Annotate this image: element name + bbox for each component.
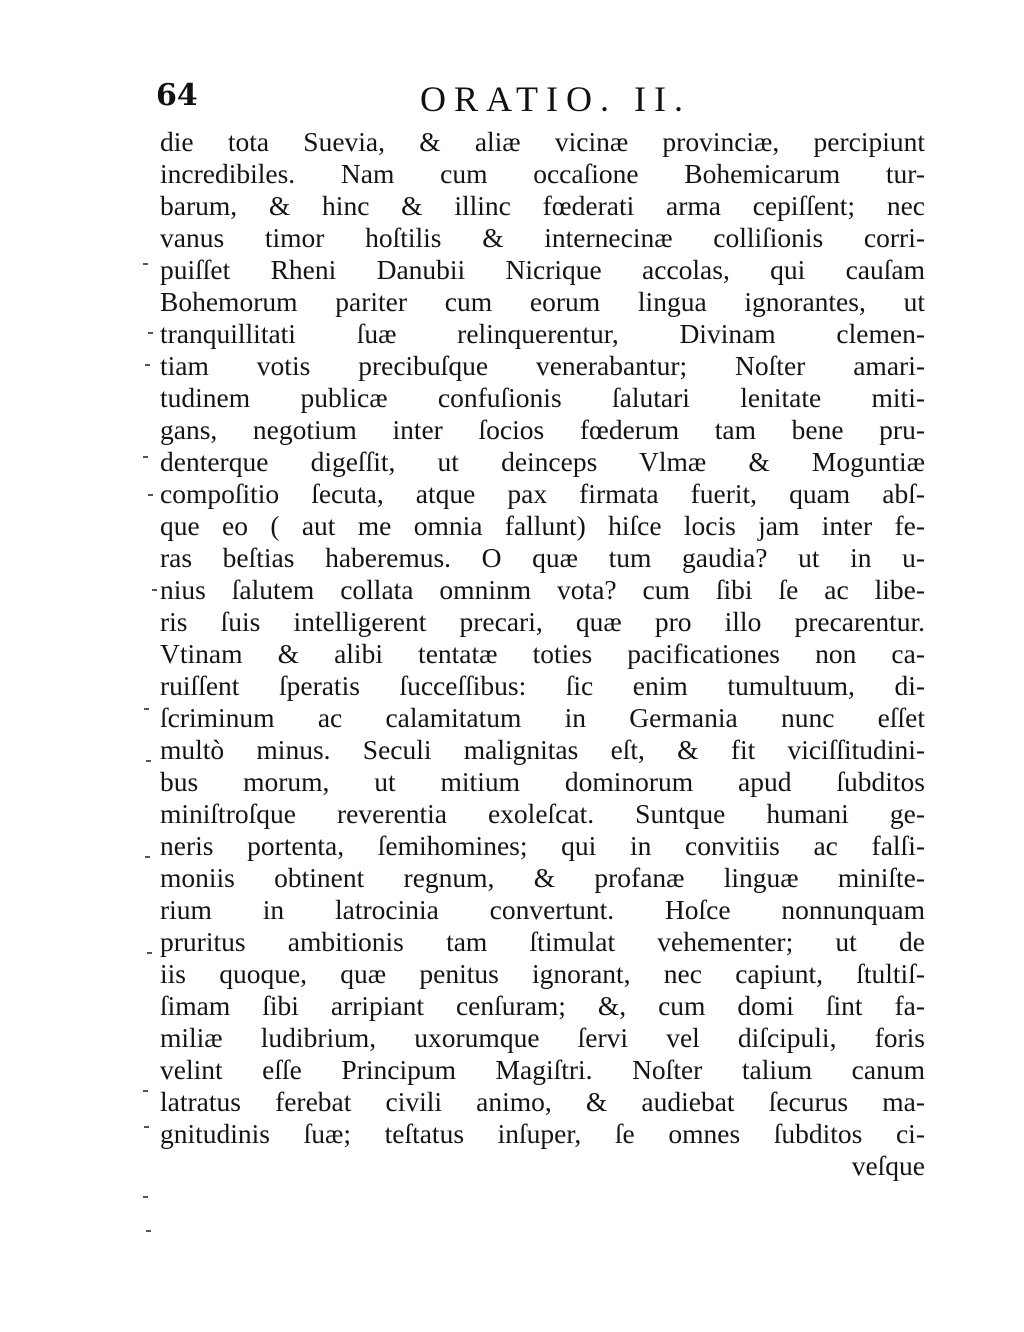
text-line: ſcriminum ac calamitatum in Germania nunc eſſet	[160, 702, 925, 733]
text-line: neris portenta, ſemihomines; qui in convitiis ac falſi-	[160, 830, 925, 861]
text-line: tranquillitati ſuæ relinquerentur, Divinam clemen-	[160, 318, 925, 349]
text-line: die tota Suevia, & aliæ vicinæ provinciæ, percipiunt	[160, 126, 925, 157]
text-line: miniſtroſque reverentia exoleſcat. Suntque humani ge-	[160, 798, 925, 829]
text-line: tudinem publicæ confuſionis ſalutari lenitate miti-	[160, 382, 925, 413]
text-line: miliæ ludibrium, uxorumque ſervi vel diſcipuli, foris	[160, 1022, 925, 1053]
text-line: que eo ( aut me omnia fallunt) hiſce locis jam inter fe-	[160, 510, 925, 541]
text-line: ſimam ſibi arripiant cenſuram; &, cum domi ſint fa-	[160, 990, 925, 1021]
margin-speck	[143, 456, 148, 458]
text-line: pruritus ambitionis tam ſtimulat vehementer; ut de	[160, 926, 925, 957]
margin-speck	[145, 364, 150, 366]
text-line: barum, & hinc & illinc fœderati arma cepiſſent; nec	[160, 190, 925, 221]
margin-speck	[148, 494, 153, 496]
text-line: ruiſſent ſperatis ſucceſſibus: ſic enim tumultuum, di-	[160, 670, 925, 701]
text-line: bus morum, ut mitium dominorum apud ſubditos	[160, 766, 925, 797]
margin-speck	[144, 1126, 149, 1128]
text-line: denterque digeſſit, ut deinceps Vlmæ & Moguntiæ	[160, 446, 925, 477]
text-line: puiſſet Rheni Danubii Nicrique accolas, qui cauſam	[160, 254, 925, 285]
catchword: veſque	[851, 1150, 925, 1181]
text-line: ris ſuis intelligerent precari, quæ pro illo precarentur.	[160, 606, 925, 637]
text-line: ras beſtias haberemus. O quæ tum gaudia? ut in u-	[160, 542, 925, 573]
margin-speck	[145, 856, 150, 858]
page-number: 64	[156, 78, 198, 113]
margin-speck	[146, 760, 151, 762]
text-line: latratus ferebat civili animo, & audiebat ſecurus ma-	[160, 1086, 925, 1117]
text-line: gnitudinis ſuæ; teſtatus inſuper, ſe omnes ſubditos ci-	[160, 1118, 925, 1149]
margin-speck	[147, 952, 152, 954]
text-line: rium in latrocinia convertunt. Hoſce nonnunquam	[160, 894, 925, 925]
margin-speck	[144, 708, 149, 710]
margin-speck	[143, 1090, 148, 1092]
margin-speck	[143, 263, 148, 265]
running-title: ORATIO. II.	[420, 79, 691, 119]
text-line: vanus timor hoſtilis & internecinæ colliſionis corri-	[160, 222, 925, 253]
text-line: moniis obtinent regnum, & profanæ linguæ miniſte-	[160, 862, 925, 893]
page-header	[150, 78, 930, 128]
text-line: velint eſſe Principum Magiſtri. Noſter talium canum	[160, 1054, 925, 1085]
text-line: multò minus. Seculi malignitas eſt, & fit viciſſitudini-	[160, 734, 925, 765]
margin-speck	[146, 1230, 151, 1232]
text-line: compoſitio ſecuta, atque pax firmata fuerit, quam abſ-	[160, 478, 925, 509]
body-text	[160, 126, 925, 1182]
text-line: nius ſalutem collata omninm vota? cum ſibi ſe ac libe-	[160, 574, 925, 605]
margin-speck	[152, 589, 157, 591]
text-line: Vtinam & alibi tentatæ toties pacificationes non ca-	[160, 638, 925, 669]
margin-speck	[143, 1196, 148, 1198]
text-line: iis quoque, quæ penitus ignorant, nec capiunt, ſtultiſ-	[160, 958, 925, 989]
text-line: tiam votis precibuſque venerabantur; Noſter amari-	[160, 350, 925, 381]
margin-speck	[148, 332, 153, 334]
text-line: incredibiles. Nam cum occaſione Bohemicarum tur-	[160, 158, 925, 189]
text-line: gans, negotium inter ſocios fœderum tam bene pru-	[160, 414, 925, 445]
text-line: Bohemorum pariter cum eorum lingua ignorantes, ut	[160, 286, 925, 317]
